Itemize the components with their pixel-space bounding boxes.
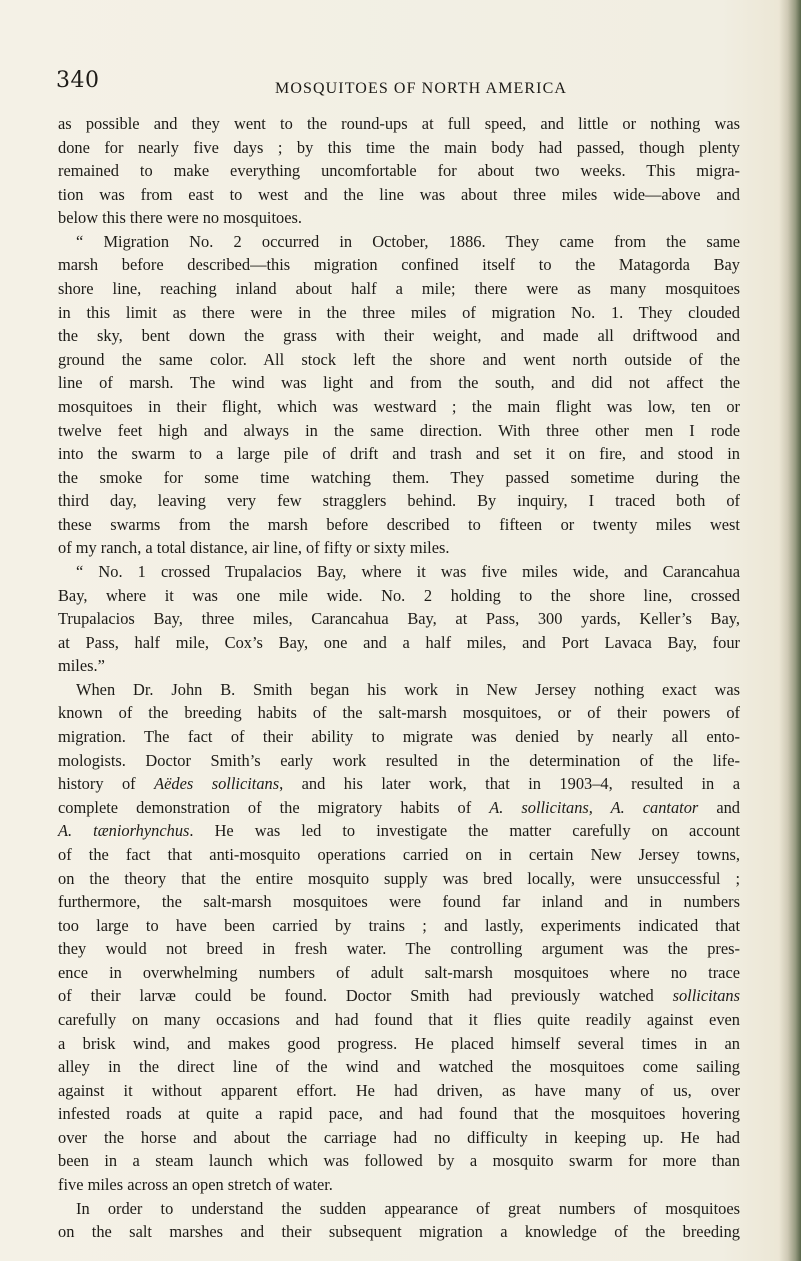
text-line: “ Migration No. 2 occurred in October, 1886. They came from the same xyxy=(76,231,740,251)
text-line: the smoke for some time watching them. They passed sometime during the xyxy=(58,467,740,487)
text-line: known of the breeding habits of the salt-marsh mosquitoes, or of their powers of xyxy=(58,703,740,723)
text-line: these swarms from the marsh before described to fifteen or twenty miles west xyxy=(58,514,740,534)
text-line: a brisk wind, and makes good progress. He placed himself several times in an xyxy=(58,1033,740,1053)
text-line: “ No. 1 crossed Trupalacios Bay, where it was five miles wide, and Carancahua xyxy=(76,561,740,581)
text-line: alley in the direct line of the wind and watched the mosquitoes come sailing xyxy=(58,1057,740,1077)
italic-term: sollicitans xyxy=(672,986,740,1006)
text-line: complete demonstration of the migratory habits of A. sollicitans, A. cantator and xyxy=(58,797,740,817)
running-head: MOSQUITOES OF NORTH AMERICA xyxy=(275,80,568,97)
text-line: over the horse and about the carriage had no difficulty in keeping up. He had xyxy=(58,1127,740,1147)
text-line: on the salt marshes and their subsequent migration a knowledge of the breeding xyxy=(58,1222,740,1242)
text-line: been in a steam launch which was followed by a mosquito swarm for more than xyxy=(58,1151,740,1171)
italic-term: Aëdes sollicitans xyxy=(154,774,280,794)
text-line: they would not breed in fresh water. The controlling argument was the pres- xyxy=(58,939,740,959)
text-line: on the theory that the entire mosquito supply was bred locally, were unsuccessful ; xyxy=(58,868,740,888)
text-line: shore line, reaching inland about half a mile; there were as many mosquitoes xyxy=(58,279,740,299)
text-line: remained to make everything uncomfortable for about two weeks. This migra- xyxy=(58,161,740,181)
page-number: 340 xyxy=(56,68,100,93)
text-line: In order to understand the sudden appearance of great numbers of mosquitoes xyxy=(76,1198,740,1218)
italic-term: A. tæniorhynchus xyxy=(58,821,190,841)
text-line: carefully on many occasions and had found that it flies quite readily against even xyxy=(58,1009,740,1029)
text-line: too large to have been carried by trains ; and lastly, experiments indicated that xyxy=(58,915,740,935)
text-line: of their larvæ could be found. Doctor Smith had previously watched sollicitans xyxy=(58,986,740,1006)
text-line: the sky, bent down the grass with their weight, and made all driftwood and xyxy=(58,326,740,346)
text-line: marsh before described—this migration confined itself to the Matagorda Bay xyxy=(58,255,740,275)
text-line: line of marsh. The wind was light and from the south, and did not affect the xyxy=(58,373,740,393)
text-line: into the swarm to a large pile of drift and trash and set it on fire, and stood in xyxy=(58,444,740,464)
text-line: of the fact that anti-mosquito operations carried on in certain New Jersey towns, xyxy=(58,844,740,864)
text-line: below this there were no mosquitoes. xyxy=(58,208,302,228)
italic-term: A. sollicitans, A. cantator xyxy=(489,797,699,817)
text-line: migration. The fact of their ability to migrate was denied by nearly all ento- xyxy=(58,727,740,747)
text-line: tion was from east to west and the line was about three miles wide—above and xyxy=(58,184,740,204)
text-line: twelve feet high and always in the same direction. With three other men I rode xyxy=(58,420,740,440)
text-line: furthermore, the salt-marsh mosquitoes were found far inland and in numbers xyxy=(58,892,740,912)
text-line: done for nearly five days ; by this time the main body had passed, though plenty xyxy=(58,137,740,157)
text-line: Bay, where it was one mile wide. No. 2 holding to the shore line, crossed xyxy=(58,585,740,605)
text-line: A. tæniorhynchus. He was led to investigate the matter carefully on account xyxy=(58,821,740,841)
text-line: ground the same color. All stock left the shore and went north outside of the xyxy=(58,349,740,369)
page-edge xyxy=(779,0,801,1261)
text-line: infested roads at quite a rapid pace, and had found that the mosquitoes hovering xyxy=(58,1104,740,1124)
text-line: five miles across an open stretch of water. xyxy=(58,1175,333,1195)
text-line: of my ranch, a total distance, air line, of fifty or sixty miles. xyxy=(58,538,450,558)
text-line: mosquitoes in their flight, which was westward ; the main flight was low, ten or xyxy=(58,396,740,416)
text-line: mologists. Doctor Smith’s early work resulted in the determination of the life- xyxy=(58,750,740,770)
text-line: as possible and they went to the round-ups at full speed, and little or nothing was xyxy=(58,114,740,133)
text-line: miles.” xyxy=(58,656,105,676)
text-line: history of Aëdes sollicitans, and his later work, that in 1903–4, resulted in a xyxy=(58,774,740,794)
text-line: When Dr. John B. Smith began his work in New Jersey nothing exact was xyxy=(76,679,740,699)
body-text xyxy=(58,112,740,1244)
text-line: ence in overwhelming numbers of adult salt-marsh mosquitoes where no trace xyxy=(58,962,740,982)
text-line: at Pass, half mile, Cox’s Bay, one and a half miles, and Port Lavaca Bay, four xyxy=(58,632,740,652)
text-line: Trupalacios Bay, three miles, Carancahua Bay, at Pass, 300 yards, Keller’s Bay, xyxy=(58,609,740,629)
text-line: in this limit as there were in the three miles of migration No. 1. They clouded xyxy=(58,302,740,322)
text-line: against it without apparent effort. He had driven, as have many of us, over xyxy=(58,1080,740,1100)
text-line: third day, leaving very few stragglers behind. By inquiry, I traced both of xyxy=(58,491,740,511)
